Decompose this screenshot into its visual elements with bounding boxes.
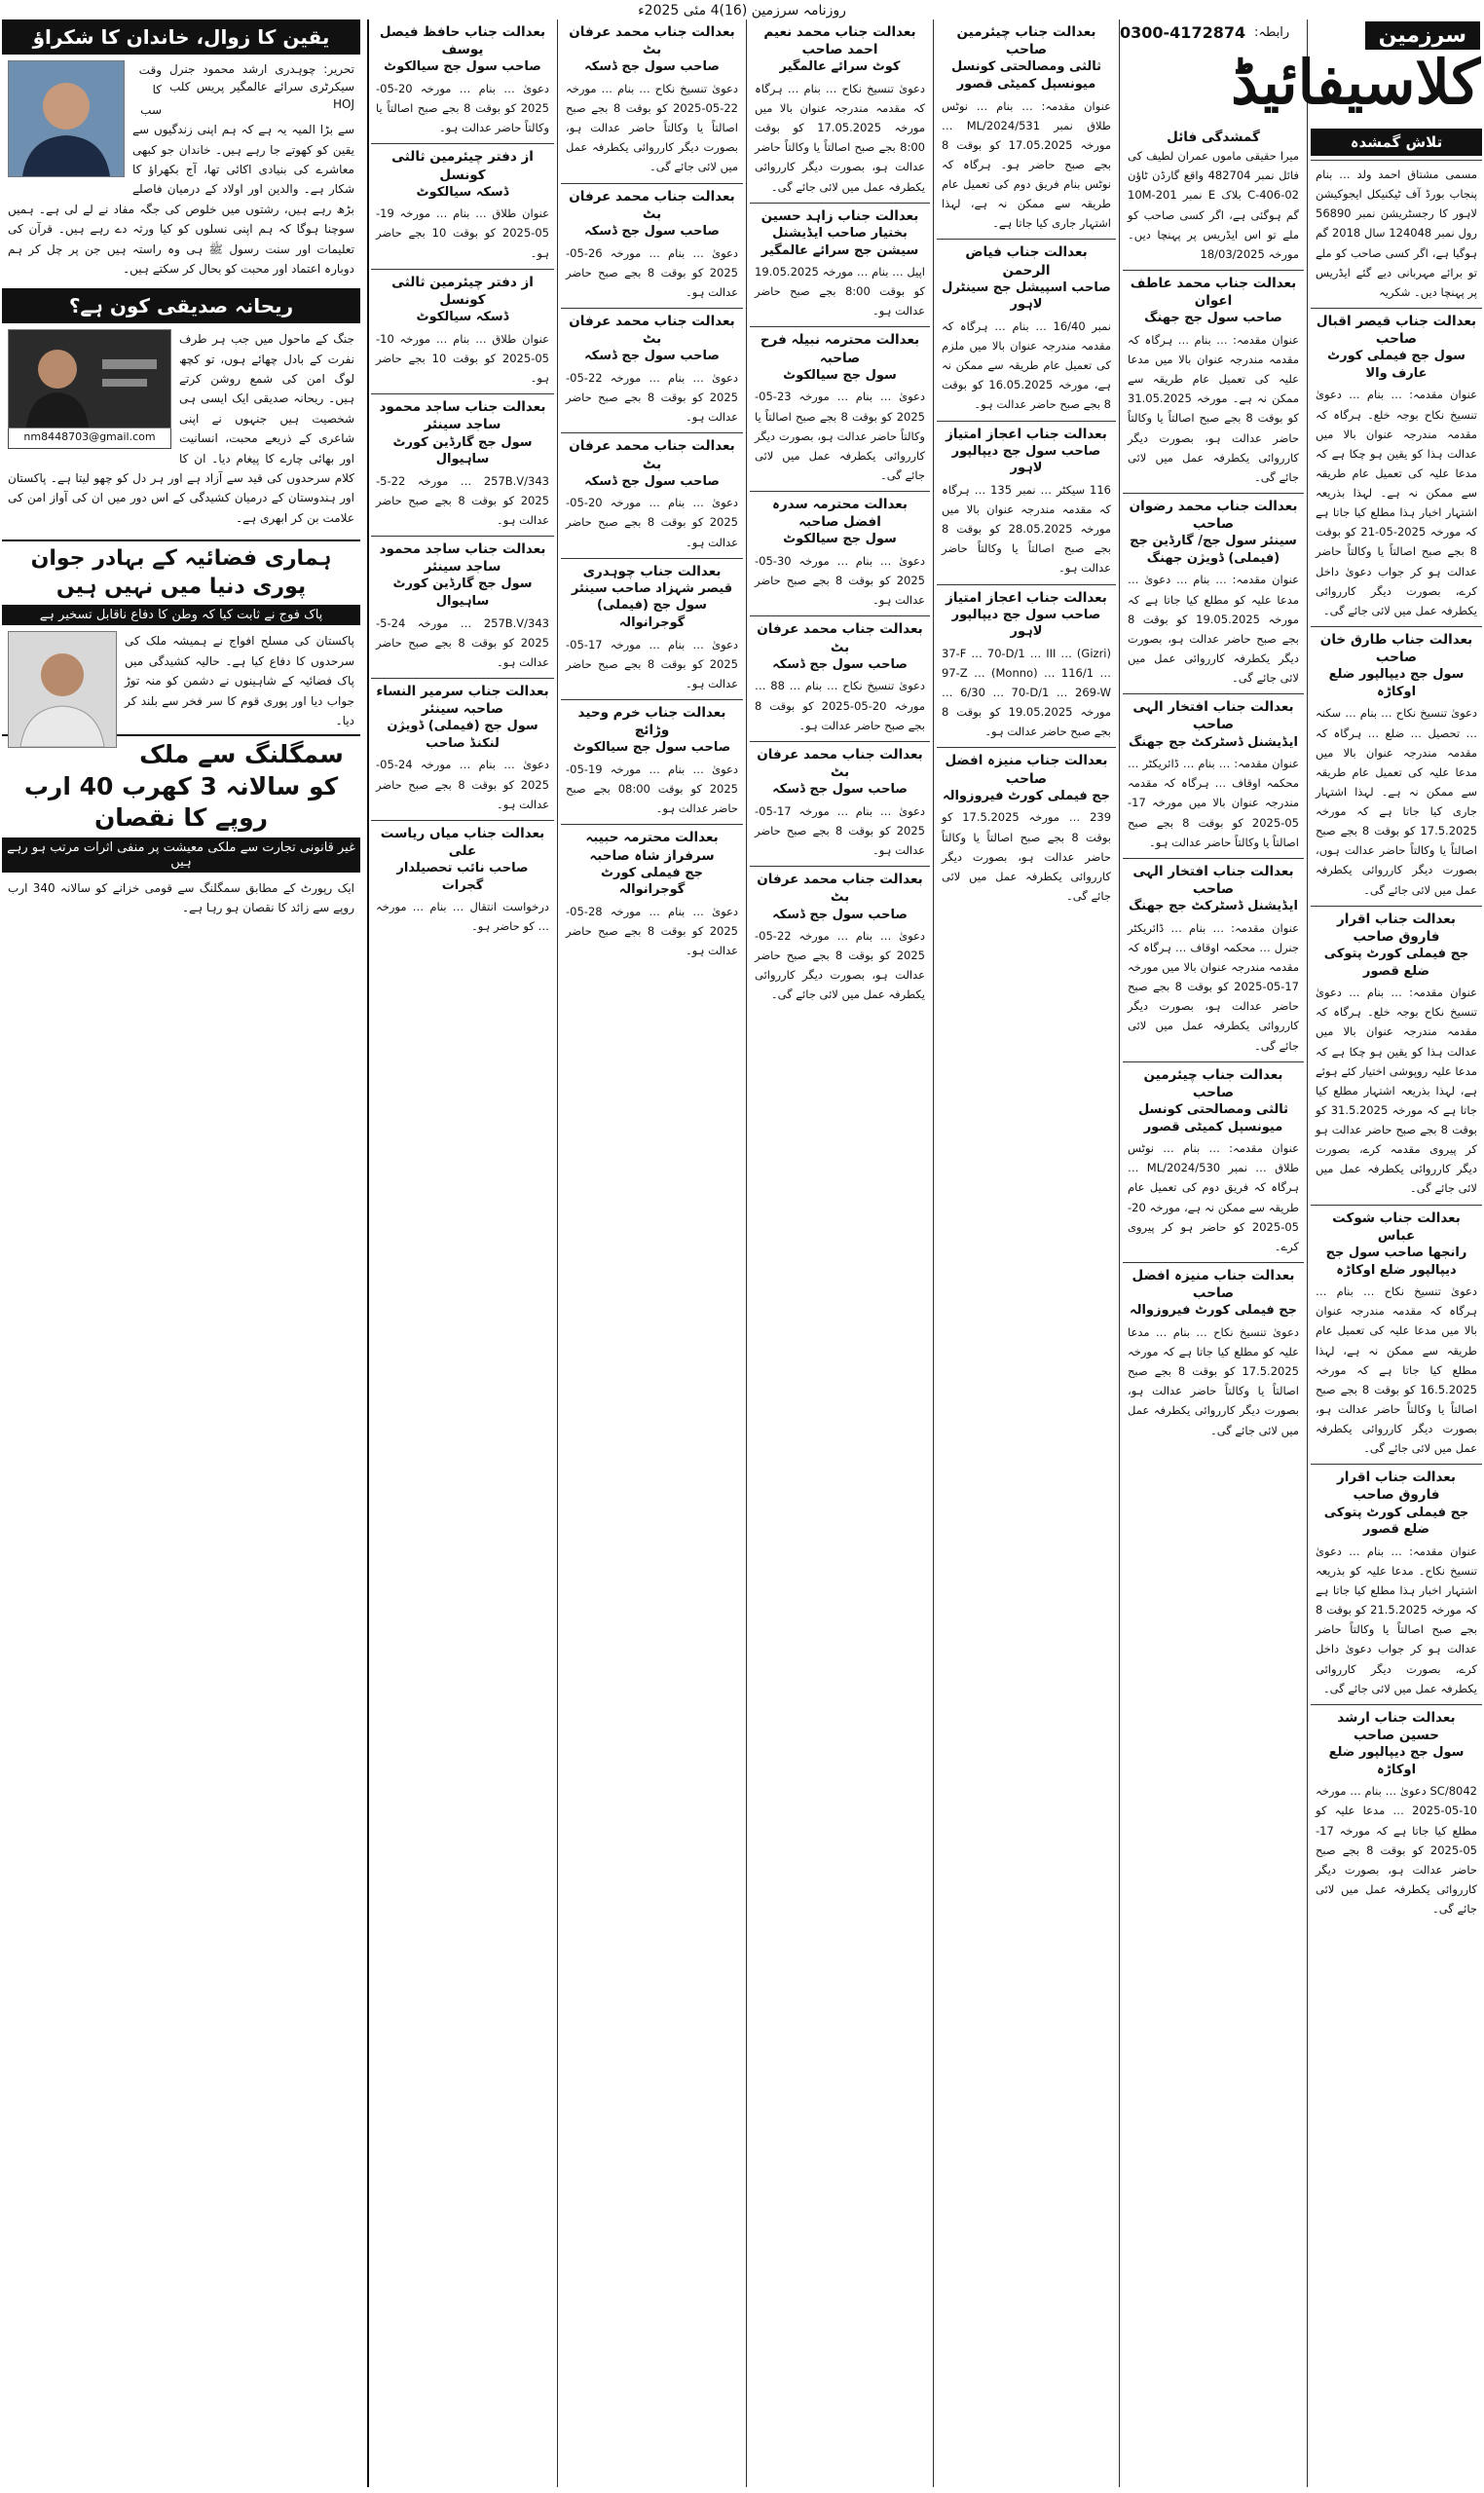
- ad-body: دعویٰ … بنام … مورخہ 24-05-2025 کو بوقت 8 بجے صبح حاضر عدالت ہو۔: [376, 758, 549, 811]
- article-body: وقت کا سب سے بڑا المیہ یہ ہے کہ ہم اپنی زندگیوں سے یقین کو کھوتے جا رہے ہیں۔ خاندان جو کبھی معاشرے کی بنیادی اکائی تھا، آج بکھراؤ کا شکار ہے۔ والدین اور اولاد کے درمیان فاصلے بڑھ رہے ہیں، رشتوں میں خلوص کی جگہ مفاد نے لے لی ہے۔ ہمیں سوچنا ہوگا کہ ہم اپنی نسلوں کو کیا ورثہ دے رہے ہیں۔ قرآن کی تعلیمات اور سنت رسول ﷺ ہی وہ راستہ ہیں جن پر چل کر ہم دوبارہ اعتماد اور محبت کو بحال کر سکتے ہیں۔: [8, 63, 354, 276]
- ad-heading: بعدالت جناب محمد عاطف اعوان: [1130, 275, 1297, 310]
- ad-subheading: صاحب اسپیشل جج سینٹرل لاہور: [942, 279, 1111, 313]
- classified-ad: [1311, 626, 1482, 906]
- masthead: [1120, 18, 1480, 118]
- classified-ad: [937, 239, 1116, 420]
- ad-heading: بعدالت جناب محمد عرفان بٹ: [757, 872, 923, 906]
- ad-subheading: صاحب سول جج ڈسکہ: [772, 656, 908, 672]
- ad-heading: بعدالت محترمہ نبیلہ فرح صاحبہ: [760, 332, 920, 366]
- classified-column-1: [1311, 125, 1482, 2487]
- brand-badge: سرزمین: [1365, 21, 1480, 50]
- ad-subheading: ثالثی ومصالحتی کونسل میونسپل کمیٹی قصور: [950, 59, 1102, 92]
- classified-ad: [561, 558, 743, 699]
- ad-body: دعویٰ … بنام … مورخہ 17-05-2025 کو بوقت 8 بجے صبح حاضر عدالت ہو۔: [566, 637, 738, 690]
- ad-subheading: جج فیملی کورٹ فیروزوالہ: [942, 788, 1111, 803]
- ad-subheading: صاحب سول جج ڈسکہ: [772, 782, 908, 798]
- article-1: [2, 55, 360, 282]
- ad-body: عنوان مقدمہ: … بنام … دعویٰ تنسیخ نکاح بوجہ خلع۔ ہرگاہ کہ مقدمہ مندرجہ عنوان بالا میں عدالت ہذا کو یقین ہو چکا ہے کہ مدعا علیہ کی تعمیل عام طریقہ سے ممکن نہ ہے۔ لہذا بذریعہ اشتہار اخبار ہذا مطلع کیا جاتا ہے کہ مورخہ 2025-05-21 کو بوقت 8 بجے صبح اصالتاً یا وکالتاً حاضر عدالت ہو کر جواب دعویٰ داخل کرے، بصورت دیگر کارروائی یکطرفہ عمل میں لائی جائے گی۔: [1316, 388, 1477, 617]
- ad-subheading: جج فیملی کورٹ گوجرانوالہ: [600, 865, 704, 898]
- ad-body: عنوان مقدمہ: … بنام … دعویٰ … مدعا علیہ کو مطلع کیا جاتا ہے کہ مورخہ 19.05.2025 کو بوقت 8 بجے صبح حاضر عدالت ہو، بصورت دیگر یکطرفہ کارروائی عمل میں لائی جائے گی۔: [1128, 573, 1299, 686]
- ad-subheading: سینئر سول جج/ گارڈین جج (فیملی) ڈویژن جھنگ: [1130, 534, 1297, 566]
- ad-body: دعویٰ … بنام … مورخہ 20-05-2025 کو بوقت 8 بجے صبح اصالتاً یا وکالتاً حاضر عدالت ہو۔: [376, 81, 549, 135]
- classified-column-4: [750, 19, 930, 2487]
- opinion-column: [2, 19, 360, 2487]
- ad-body: عنوان طلاق … بنام … مورخہ 19-05-2025 کو بوقت 10 بجے حاضر ہو۔: [376, 206, 549, 260]
- ad-subheading: سول جج دیپالپور ضلع اوکاڑہ: [1328, 1745, 1465, 1777]
- classified-ad: [750, 203, 930, 327]
- ad-body: عنوان طلاق … بنام … مورخہ 10-05-2025 کو بوقت 10 بجے حاضر ہو۔: [376, 331, 549, 385]
- author-byline: تحریر: چوہدری ارشد محمود جنرل سیکرٹری سرائے عالمگیر پریس کلب HOJ: [169, 62, 354, 111]
- person-silhouette-icon: [9, 330, 170, 428]
- classified-ad: [750, 19, 930, 203]
- classified-ad: [371, 536, 554, 678]
- ad-heading: بعدالت محترمہ سدرہ افضل صاحبہ: [772, 497, 908, 531]
- classified-ad: [1123, 493, 1304, 693]
- ad-body: دعویٰ … بنام … مورخہ 30-05-2025 کو بوقت 8 بجے صبح حاضر عدالت ہو۔: [755, 554, 925, 608]
- classified-ad: [1123, 125, 1304, 270]
- article-body: جنگ کے ماحول میں جب ہر طرف نفرت کے بادل چھائے ہوں، تو کچھ لوگ امن کی شمع روشن کرتے ہیں۔ ریحانہ صدیقی ایک ایسی ہی شخصیت ہیں جنہوں نے اپنی شاعری کے ذریعے محبت، انسانیت اور بھائی چارے کا پیغام دیا۔ ان کا کلام سرحدوں کی قید سے آزاد ہے اور ہر دل کو چھو لیتا ہے۔ پاکستان اور ہندوستان کے درمیان کشیدگی کے اس دور میں ان کی آواز امن کی علامت بن کر ابھری ہے۔: [8, 332, 354, 525]
- ad-subheading: ڈسکہ سیالکوٹ: [416, 310, 509, 325]
- phone-label: رابطہ:: [1254, 25, 1290, 40]
- classified-ad: [1311, 1464, 1482, 1704]
- ad-body: 257B.V/343 … مورخہ 22-5-2025 کو بوقت 8 بجے صبح حاضر عدالت ہو۔: [376, 473, 549, 527]
- section-title: تلاش گمشدہ: [1311, 129, 1482, 156]
- classified-column-6: [371, 19, 554, 2487]
- ad-subheading: سول جج گارڈین کورٹ ساہیوال: [392, 434, 533, 467]
- article-2: [2, 323, 360, 532]
- ad-heading: بعدالت جناب اقرار فاروق صاحب: [1336, 1470, 1456, 1504]
- ad-body: دعویٰ تنسیخ نکاح … بنام … ہرگاہ کہ مقدمہ مندرجہ عنوان بالا میں مدعا علیہ کی تعمیل عام طریقہ سے ممکن نہ ہے، لہذا مطلع کیا جاتا ہے کہ مورخہ 16.5.2025 کو بوقت 8 بجے صبح اصالتاً یا وکالتاً حاضر عدالت ہو، بصورت دیگر کارروائی یکطرفہ عمل میں لائی جائے گی۔: [1316, 1284, 1477, 1456]
- classified-ad: [1311, 906, 1482, 1205]
- ad-body: میرا حقیقی ماموں عمران لطیف کی فائل نمبر 482704 واقع گارڈن ٹاؤن 02-C-406 بلاک E نمبر 10M-201 گم ہوگئی ہے، اگر کسی صاحب کو ملے تو اس ایڈریس پر پہنچا دیں۔ مورخہ 18/03/2025: [1128, 149, 1299, 261]
- classified-ad: [561, 183, 743, 308]
- ad-body: مسمی مشتاق احمد ولد … بنام پنجاب بورڈ آف ٹیکنیکل ایجوکیشن لاہور کا رجسٹریشن نمبر 56890 رول نمبر 124048 سال 2018 گم ہوگیا ہے، اگر کسی صاحب کو ملے تو برائے مہربانی دیے گئے ایڈریس پر پہنچا دیں۔ شکریہ: [1316, 167, 1477, 299]
- ad-body: دعویٰ … بنام … مورخہ 26-05-2025 کو بوقت 8 بجے صبح حاضر عدالت ہو۔: [566, 245, 738, 299]
- ad-heading: بعدالت جناب محمد نعیم احمد صاحب: [763, 24, 916, 58]
- ad-subheading: رانجھا صاحب سول جج دیپالپور ضلع اوکاڑہ: [1325, 1246, 1467, 1278]
- author-photo: [8, 60, 125, 177]
- article-body: ایک رپورٹ کے مطابق سمگلنگ سے قومی خزانے کو سالانہ 340 ارب روپے سے زائد کا نقصان ہو رہا ہے۔: [8, 880, 354, 915]
- ad-body: دعویٰ تنسیخ نکاح … بنام … مدعا علیہ کو مطلع کیا جاتا ہے کہ مورخہ 17.5.2025 کو بوقت 8 بجے صبح اصالتاً یا وکالتاً حاضر عدالت ہو، بصورت دیگر کارروائی یکطرفہ عمل میں لائی جائے گی۔: [1128, 1324, 1299, 1437]
- ad-subheading: صاحب سول جج ڈسکہ: [584, 59, 720, 75]
- ad-subheading: سول جج (فیملی) ڈویژن لنکنڈ صاحب: [387, 719, 538, 751]
- ad-subheading: صاحب سول جج جھنگ: [1144, 311, 1282, 326]
- ad-body: 116 سیکٹر … نمبر 135 … ہرگاہ کہ مقدمہ مندرجہ عنوان بالا میں مورخہ 28.05.2025 کو بوقت 8 بجے صبح اصالتاً یا وکالتاً حاضر عدالت ہو۔: [942, 482, 1111, 576]
- classified-column-3: [937, 19, 1116, 2487]
- ad-subheading: صاحب سول جج ڈسکہ: [584, 473, 720, 489]
- classified-ad: [1123, 1061, 1304, 1262]
- ad-heading: بعدالت جناب منیزہ افضل صاحب: [945, 753, 1108, 787]
- classified-ad: [1123, 1262, 1304, 1446]
- ad-heading: بعدالت جناب اعجاز امتیاز: [946, 426, 1107, 442]
- classified-ad: [371, 820, 554, 943]
- classified-column-2: [1123, 125, 1304, 2487]
- ad-subheading: سول جج فیملی کورٹ عارف والا: [1327, 349, 1465, 381]
- ad-heading: از دفتر چیئرمین ثالثی کونسل: [391, 274, 534, 308]
- ad-body: عنوان مقدمہ: … بنام … ڈائریکٹر … محکمہ اوقاف … ہرگاہ کہ مقدمہ مندرجہ عنوان بالا میں مورخہ 17-05-2025 کو بوقت 8 بجے صبح اصالتاً یا وکالتاً حاضر عدالت ہو۔: [1128, 757, 1299, 849]
- column-divider: [933, 19, 934, 2487]
- ad-heading: بعدالت جناب محمد رضوان صاحب: [1129, 498, 1298, 533]
- ad-heading: بعدالت جناب چوہدری: [582, 563, 722, 579]
- classified-ad: [1311, 308, 1482, 626]
- ad-subheading: ثالثی ومصالحتی کونسل میونسپل کمیٹی قصور: [1137, 1102, 1289, 1135]
- article-title: ہماری فضائیہ کے بہادر جوان پوری دنیا میں نہیں ہیں: [2, 540, 360, 605]
- article-title: یقین کا زوال، خاندان کا شکراؤ: [2, 19, 360, 55]
- ad-heading: بعدالت جناب محمد عرفان بٹ: [569, 438, 735, 472]
- ad-body: دعویٰ … بنام … مورخہ 17-05-2025 کو بوقت 8 بجے صبح حاضر عدالت ہو۔: [755, 803, 925, 857]
- ad-body: دعویٰ … بنام … مورخہ 22-05-2025 کو بوقت 8 بجے صبح حاضر عدالت ہو۔: [566, 370, 738, 425]
- ad-subheading: ایڈیشنل ڈسٹرکٹ جج جھنگ: [1128, 899, 1299, 914]
- ad-subheading: صاحب سول جج سیالکوٹ: [573, 740, 731, 756]
- ad-heading: بعدالت جناب ارشد حسین صاحب: [1337, 1709, 1456, 1743]
- ad-body: نمبر 16/40 … بنام … ہرگاہ کہ مقدمہ مندرجہ عنوان بالا میں ملزم کی تعمیل عام طریقہ سے ممکن نہ ہے، مورخہ 16.05.2025 کو بوقت 8 بجے صبح حاضر عدالت ہو۔: [942, 318, 1111, 412]
- ad-heading: بعدالت جناب میاں ریاست علی: [380, 825, 545, 860]
- classified-column-5: [561, 19, 743, 2487]
- dateline: روزنامہ سرزمین (16)4 مئی 2025ء: [638, 3, 846, 19]
- ad-subheading: صاحب سول جج ڈسکہ: [772, 907, 908, 922]
- ad-heading: بعدالت جناب طارق خان صاحب: [1319, 631, 1473, 666]
- classified-ad: [937, 584, 1116, 748]
- ad-heading: بعدالت جناب شوکت عباس: [1332, 1209, 1461, 1244]
- ad-body: دعویٰ … بنام … مورخہ 19-05-2025 کو بوقت 08:00 بجے صبح حاضر عدالت ہو۔: [566, 762, 738, 816]
- ad-subheading: صاحب سول جج ڈسکہ: [584, 349, 720, 364]
- classified-ad: [750, 326, 930, 491]
- ad-heading: بعدالت جناب فیاض الرحمن: [965, 244, 1088, 279]
- classified-ad: [1311, 160, 1482, 308]
- classified-ad: [561, 432, 743, 557]
- ad-heading: بعدالت جناب محمد عرفان بٹ: [569, 313, 735, 348]
- ad-heading: بعدالت جناب خرم وحید وڑائچ: [577, 704, 726, 739]
- ad-body: 8042/SC دعویٰ … بنام … مورخہ 10-05-2025 … مدعا علیہ کو مطلع کیا جاتا ہے کہ مورخہ 17-05-2025 کو بوقت 8 بجے صبح حاضر عدالت ہو، بصورت دیگر کارروائی یکطرفہ عمل میں لائی جائے گی۔: [1316, 1784, 1477, 1916]
- ad-body: عنوان مقدمہ: … بنام … دعویٰ تنسیخ نکاح۔ مدعا علیہ کو بذریعہ اشتہار اخبار ہذا مطلع کیا جاتا ہے کہ مورخہ 21.5.2025 کو بوقت 8 بجے صبح اصالتاً یا وکالتاً حاضر عدالت ہو کر جواب دعویٰ داخل کرے، بصورت دیگر کارروائی یکطرفہ عمل میں لائی جائے گی۔: [1316, 1544, 1477, 1695]
- ad-heading: بعدالت جناب اعجاز امتیاز: [946, 589, 1107, 606]
- article-subtitle: غیر قانونی تجارت سے ملکی معیشت پر منفی اثرات مرتب ہو رہے ہیں: [2, 837, 360, 873]
- classified-ad: [561, 699, 743, 824]
- ad-heading: بعدالت جناب افتخار الہی صاحب: [1132, 863, 1294, 898]
- author-photo: [8, 329, 171, 428]
- column-divider: [1307, 19, 1308, 2487]
- ad-body: دعویٰ … بنام … مورخہ 22-05-2025 کو بوقت 8 بجے صبح حاضر عدالت ہو، بصورت دیگر کارروائی یکطرفہ عمل میں لائی جائے گی۔: [755, 929, 925, 1002]
- ad-heading: بعدالت محترمہ حبیبہ سرفراز شاہ صاحبہ: [585, 830, 719, 864]
- ad-subheading: جج فیملی کورٹ پتوکی ضلع قصور: [1323, 1505, 1469, 1538]
- ad-subheading: سول جج دیپالپور ضلع اوکاڑہ: [1328, 667, 1465, 699]
- ad-subheading: صاحب سول جج ڈسکہ: [584, 224, 720, 240]
- ad-subheading: سول جج سیالکوٹ: [783, 532, 897, 547]
- classified-ad: [750, 491, 930, 615]
- article-title: سمگلنگ سے ملک کو سالانہ 3 کھرب 40 ارب روپے کا نقصان: [2, 734, 360, 837]
- ad-heading: بعدالت جناب چیئرمین صاحب: [956, 24, 1096, 58]
- article-subtitle: پاک فوج نے ثابت کیا کہ وطن کا دفاع ناقابل تسخیر ہے: [2, 605, 360, 625]
- article-title: ریحانہ صدیقی کون ہے؟: [2, 288, 360, 323]
- ad-body: درخواست انتقال … بنام … مورخہ … کو حاضر ہو۔: [376, 900, 549, 934]
- author-photo: [8, 631, 117, 748]
- classified-ad: [937, 19, 1116, 239]
- ad-heading: بعدالت جناب منیزہ افضل صاحب: [1132, 1267, 1295, 1302]
- classified-ad: [750, 615, 930, 740]
- author-box: [8, 329, 171, 449]
- ad-subheading: جج فیملی کورٹ فیروزوالہ: [1129, 1303, 1298, 1319]
- classified-ad: [1311, 1205, 1482, 1465]
- ad-heading: بعدالت جناب ساجد محمود ساجد سینئر: [379, 540, 546, 576]
- ad-heading: گمشدگی فائل: [1167, 130, 1260, 145]
- ad-body: (Gizri) … 37-F … 70-D/1 … III 97-Z … (Monno) … 116/1 … 6/30 … 70-D/1 … 269-W … مورخہ 19.05.2025 کو بوقت 8 بجے صبح حاضر عدالت ہو۔: [942, 646, 1112, 739]
- ad-heading: بعدالت جناب ساجد محمود ساجد سینئر: [379, 399, 546, 433]
- ad-heading: بعدالت جناب زاہد حسین: [761, 207, 919, 224]
- ad-subheading: صاحب سول جج دیپالپور لاہور: [951, 607, 1101, 640]
- ad-subheading: سول جج گارڈین کورٹ ساہیوال: [392, 577, 533, 609]
- ad-body: دعویٰ تنسیخ نکاح … بنام … 88 … مورخہ 20-05-2025 کو بوقت 8 بجے صبح حاضر عدالت ہو۔: [755, 679, 925, 732]
- person-silhouette-icon: [9, 61, 124, 176]
- phone-number: 0300-4172874: [1120, 23, 1246, 42]
- classified-ad: [561, 308, 743, 432]
- article-4: [2, 873, 360, 922]
- ad-heading: بعدالت جناب محمد عرفان بٹ: [569, 188, 735, 222]
- brand-title: کلاسیفائیڈ: [1231, 47, 1480, 118]
- ad-body: دعویٰ تنسیخ نکاح … بنام … ہرگاہ کہ مقدمہ مندرجہ عنوان بالا میں مورخہ 17.05.2025 کو بوقت 8:00 بجے صبح اصالتاً یا وکالتاً حاضر عدالت ہو، بصورت دیگر کارروائی یکطرفہ عمل میں لائی جائے گی۔: [755, 81, 925, 194]
- ad-body: عنوان مقدمہ: … بنام … ہرگاہ کہ مقدمہ مندرجہ عنوان بالا میں مدعا علیہ کی تعمیل عام طریقہ سے ممکن نہ ہے۔ مورخہ 31.05.2025 کو بوقت 8 بجے صبح اصالتاً یا وکالتاً حاضر عدالت ہو، بصورت دیگر کارروائی یکطرفہ عمل میں لائی جائے گی۔: [1128, 332, 1299, 484]
- ad-body: عنوان مقدمہ: … بنام … نوٹس طلاق … نمبر 530/ML/2024 … ہرگاہ کہ فریق دوم کی تعمیل عام طریقہ سے ممکن نہ ہے، مورخہ 20-05-2025 کو حاضر ہو کر پیروی کرے۔: [1128, 1141, 1300, 1253]
- ad-heading: بعدالت جناب افتخار الہی صاحب: [1132, 699, 1294, 733]
- person-silhouette-icon: [9, 632, 116, 747]
- classified-ad: [371, 393, 554, 536]
- classified-ad: [371, 678, 554, 820]
- ad-body: اپیل … بنام … مورخہ 19.05.2025 کو بوقت 8:00 بجے صبح حاضر عدالت ہو۔: [755, 265, 925, 318]
- ad-heading: بعدالت جناب اقرار فاروق صاحب: [1336, 911, 1456, 945]
- ad-body: دعویٰ … بنام … مورخہ 20-05-2025 کو بوقت 8 بجے صبح حاضر عدالت ہو۔: [566, 496, 738, 549]
- ad-subheading: صاحب سول جج سیالکوٹ: [384, 59, 541, 75]
- author-email: nm8448703@gmail.com: [8, 331, 171, 449]
- ad-subheading: صاحب نائب تحصیلدار گجرات: [396, 861, 529, 893]
- ad-heading: بعدالت جناب محمد عرفان بٹ: [569, 24, 735, 58]
- ad-subheading: جج فیملی کورٹ پتوکی ضلع قصور: [1323, 947, 1469, 979]
- classified-ad: [1311, 1704, 1482, 1924]
- ad-body: عنوان مقدمہ: … بنام … دعویٰ تنسیخ نکاح بوجہ خلع۔ ہرگاہ کہ مقدمہ مندرجہ عنوان بالا میں عدالت ہذا کو یقین ہو چکا ہے کہ مدعا علیہ روپوشی اختیار کئے ہوئے ہے، لہذا بذریعہ اشتہار مطلع کیا جاتا ہے کہ مورخہ 31.5.2025 کو بوقت 8 بجے صبح حاضر عدالت ہو کر پیروی مقدمہ کرے، بصورت دیگر کارروائی یکطرفہ عمل میں لائی جائے گی۔: [1316, 986, 1478, 1196]
- ad-heading: از دفتر چیئرمین ثالثی کونسل: [391, 149, 534, 183]
- ad-body: عنوان مقدمہ: … بنام … نوٹس طلاق نمبر 531/ML/2024 … مورخہ 17.05.2025 کو بوقت 8 بجے صبح حاضر ہو۔ ہرگاہ کہ نوٹس بنام فریق دوم کی تعمیل عام طریقہ سے ممکن نہ ہے، لہذا اشتہار جاری کیا جاتا ہے۔: [942, 98, 1112, 231]
- ad-body: دعویٰ تنسیخ نکاح … بنام … سکنہ … تحصیل … ضلع … ہرگاہ کہ مقدمہ مندرجہ عنوان بالا میں مدعا علیہ کی تعمیل عام طریقہ سے ممکن نہ ہے۔ لہذا اشتہار جاری کیا جاتا ہے کہ مورخہ 17.5.2025 کو بوقت 8 بجے صبح اصالتاً یا وکالتاً حاضر عدالت ہوں، بصورت دیگر کارروائی یکطرفہ عمل میں لائی جائے گی۔: [1316, 706, 1477, 897]
- ad-subheading: کوٹ سرائے عالمگیر: [779, 59, 901, 75]
- ad-body: دعویٰ … بنام … مورخہ 28-05-2025 کو بوقت 8 بجے صبح حاضر عدالت ہو۔: [566, 904, 738, 958]
- classified-ad: [1123, 858, 1304, 1061]
- classified-ad: [371, 19, 554, 143]
- ad-body: عنوان مقدمہ: … بنام … ڈائریکٹر جنرل … محکمہ اوقاف … ہرگاہ کہ مقدمہ مندرجہ عنوان بالا میں مورخہ 17-05-2025 کو بوقت 8 بجے صبح حاضر عدالت ہو، بصورت دیگر کارروائی یکطرفہ عمل میں لائی جائے گی۔: [1128, 920, 1299, 1053]
- column-divider: [367, 19, 369, 2487]
- classified-ad: [561, 19, 743, 183]
- ad-heading: بعدالت جناب محمد عرفان بٹ: [757, 621, 923, 655]
- ad-body: 239 … مورخہ 17.5.2025 کو بوقت 8 بجے صبح اصالتاً یا وکالتاً حاضر عدالت ہو، بصورت دیگر کارروائی یکطرفہ عمل میں لائی جائے گی۔: [942, 810, 1112, 903]
- ad-heading: بعدالت جناب سرمیر النساء صاحبہ سینئر: [376, 683, 549, 718]
- ad-heading: بعدالت جناب چیئرمین صاحب: [1143, 1066, 1283, 1100]
- classified-ad: [750, 866, 930, 1010]
- ad-heading: بعدالت جناب قیصر اقبال صاحب: [1316, 313, 1477, 348]
- classified-ad: [750, 741, 930, 866]
- classified-ad: [1123, 270, 1304, 493]
- article-3: [2, 625, 360, 734]
- ad-subheading: ڈسکہ سیالکوٹ: [416, 184, 509, 200]
- ad-body: دعویٰ تنسیخ نکاح … بنام … مورخہ 22-05-2025 کو بوقت 8 بجے صبح اصالتاً یا وکالتاً حاضر عدالت ہو، بصورت دیگر کارروائی یکطرفہ عمل میں لائی جائے گی۔: [566, 81, 738, 174]
- column-divider: [746, 19, 747, 2487]
- ad-body: 257B.V/343 … مورخہ 24-5-2025 کو بوقت 8 بجے صبح حاضر عدالت ہو۔: [376, 615, 549, 669]
- article-body: پاکستان کی مسلح افواج نے ہمیشہ ملک کی سرحدوں کا دفاع کیا ہے۔ حالیہ کشیدگی میں پاک فضائیہ کے شاہینوں نے دشمن کو منہ توڑ جواب دیا اور پوری قوم کا سر فخر سے بلند کر دیا۔: [125, 634, 354, 727]
- ad-subheading: صاحب سول جج دیپالپور لاہور: [951, 443, 1101, 476]
- ad-subheading: قیصر شہزاد صاحب سینئر سول جج (فیملی) گوجرانوالہ: [571, 580, 733, 630]
- classified-ad: [1123, 693, 1304, 858]
- classified-ad: [561, 824, 743, 966]
- classified-ad: [937, 421, 1116, 584]
- column-divider: [557, 19, 558, 2487]
- ad-subheading: سول جج سیالکوٹ: [783, 367, 897, 383]
- ad-subheading: بختیار صاحب ایڈیشنل سیشن جج سرائے عالمگیر: [761, 225, 919, 258]
- ad-body: دعویٰ … بنام … مورخہ 23-05-2025 کو بوقت 8 بجے صبح اصالتاً یا وکالتاً حاضر عدالت ہو، بصورت دیگر کارروائی یکطرفہ عمل میں لائی جائے گی۔: [755, 390, 925, 482]
- classified-ad: [371, 143, 554, 268]
- classified-ad: [371, 269, 554, 393]
- classified-ad: [937, 747, 1116, 912]
- column-divider: [1119, 19, 1120, 2487]
- ad-heading: بعدالت جناب محمد عرفان بٹ: [757, 746, 923, 780]
- ad-subheading: ایڈیشنل ڈسٹرکٹ جج جھنگ: [1128, 734, 1299, 750]
- ad-heading: بعدالت جناب حافظ فیصل یوسف: [379, 24, 546, 58]
